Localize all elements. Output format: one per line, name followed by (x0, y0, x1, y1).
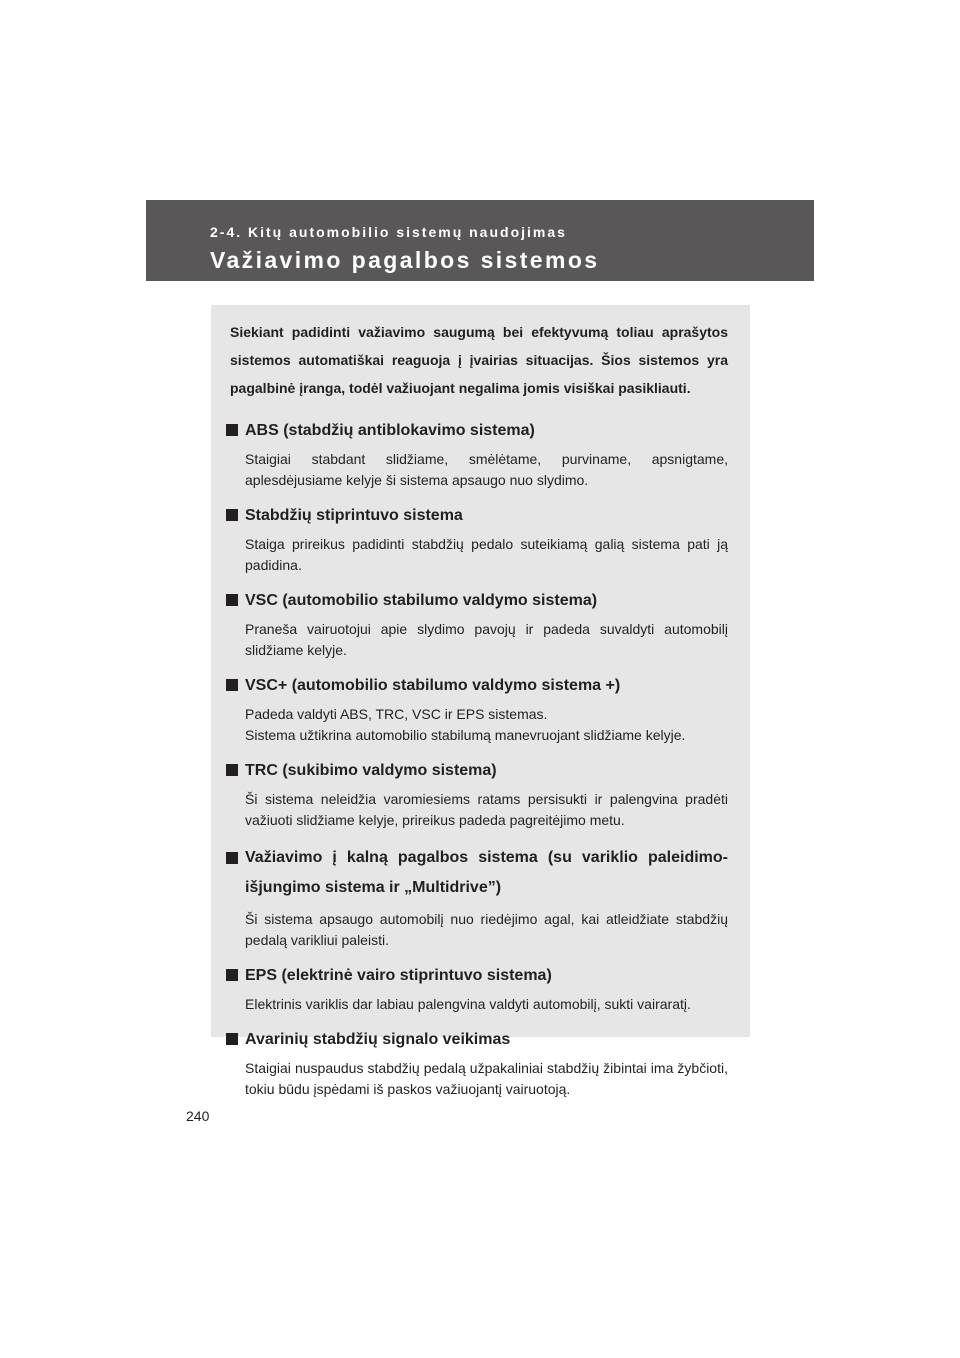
item-heading-text: VSC (automobilio stabilumo valdymo sistema) (245, 592, 598, 609)
list-item (226, 673, 728, 746)
content-box (211, 305, 750, 1097)
list-item (226, 963, 728, 1015)
item-heading (226, 843, 728, 903)
item-heading (226, 673, 728, 698)
item-description: Staiga prireikus padidinti stabdžių pedalo suteikiamą galią sistema pati ją padidina. (245, 536, 728, 573)
item-heading-text: Važiavimo į kalną pagalbos sistema (su varikliо paleidimo-išjungimo sistema ir „Multidrive”) (245, 849, 728, 896)
item-heading (226, 503, 728, 528)
square-bullet-icon (226, 852, 238, 864)
intro-text: Siekiant padidinti važiavimo saugumą bei efektyvumą toliau aprašytos sistemos automatiškai reaguoja į įvairias situacijas. Šios sistemos yra pagalbinė įranga, todėl važiuojant negalima jomis visiškai pasikliauti. (230, 324, 728, 396)
list-item (226, 418, 728, 491)
item-heading (226, 758, 728, 783)
item-heading (226, 418, 728, 443)
list-item (226, 843, 728, 951)
item-heading (226, 588, 728, 613)
systems-list (226, 418, 728, 1112)
item-description: Praneša vairuotojui apie slydimo pavojų ir padeda suvaldyti automobilį slidžiame kelyje. (245, 621, 728, 658)
square-bullet-icon (226, 509, 238, 521)
square-bullet-icon (226, 424, 238, 436)
list-item (226, 588, 728, 661)
item-description: Staigiai nuspaudus stabdžių pedalą užpakaliniai stabdžių žibintai ima žybčioti, tokiu būdu įspėdami iš paskos važiuojantį vairuotoją. (245, 1060, 728, 1097)
list-item (226, 758, 728, 831)
item-description: Padeda valdyti ABS, TRC, VSC ir EPS sistemas. (245, 706, 548, 722)
item-description: Staigiai stabdant slidžiame, smėlėtame, purviname, apsnigtame, aplesdėjusiame kelyje ši sistema apsaugo nuo slydimo. (245, 451, 728, 488)
item-heading-text: VSC+ (automobilio stabilumo valdymo sistema +) (245, 677, 621, 694)
item-description: Elektrinis variklis dar labiau palengvina valdyti automobilį, sukti vairaratį. (245, 996, 691, 1012)
item-heading (226, 1027, 728, 1052)
item-heading-text: Stabdžių stiprintuvo sistema (245, 507, 463, 524)
square-bullet-icon (226, 969, 238, 981)
list-item (226, 503, 728, 576)
page-number: 240 (186, 1108, 210, 1124)
list-item (226, 1027, 728, 1100)
item-heading-text: Avarinių stabdžių signalo veikimas (245, 1031, 511, 1048)
item-heading (226, 963, 728, 988)
square-bullet-icon (226, 1033, 238, 1045)
item-heading-text: TRC (sukibimo valdymo sistema) (245, 762, 497, 779)
chapter-header (146, 200, 814, 281)
item-heading-text: ABS (stabdžių antiblokavimo sistema) (245, 422, 535, 439)
section-label: 2-4. Kitų automobilio sistemų naudojimas (210, 224, 567, 240)
item-heading-text: EPS (elektrinė vairo stiprintuvo sistema) (245, 967, 552, 984)
square-bullet-icon (226, 679, 238, 691)
item-description-secondary: Sistema užtikrina automobilio stabilumą manevruojant slidžiame kelyje. (245, 727, 686, 743)
square-bullet-icon (226, 594, 238, 606)
item-description: Ši sistema neleidžia varomiesiems ratams persisukti ir palengvina pradėti važiuoti slidžiame kelyje, prireikus padeda pagreitėjimo metu. (245, 791, 728, 828)
page-title: Važiavimo pagalbos sistemos (210, 247, 600, 273)
item-description: Ši sistema apsaugo automobilį nuo riedėjimo agal, kai atleidžiate stabdžių pedalą varikliui paleisti. (245, 911, 728, 948)
square-bullet-icon (226, 764, 238, 776)
